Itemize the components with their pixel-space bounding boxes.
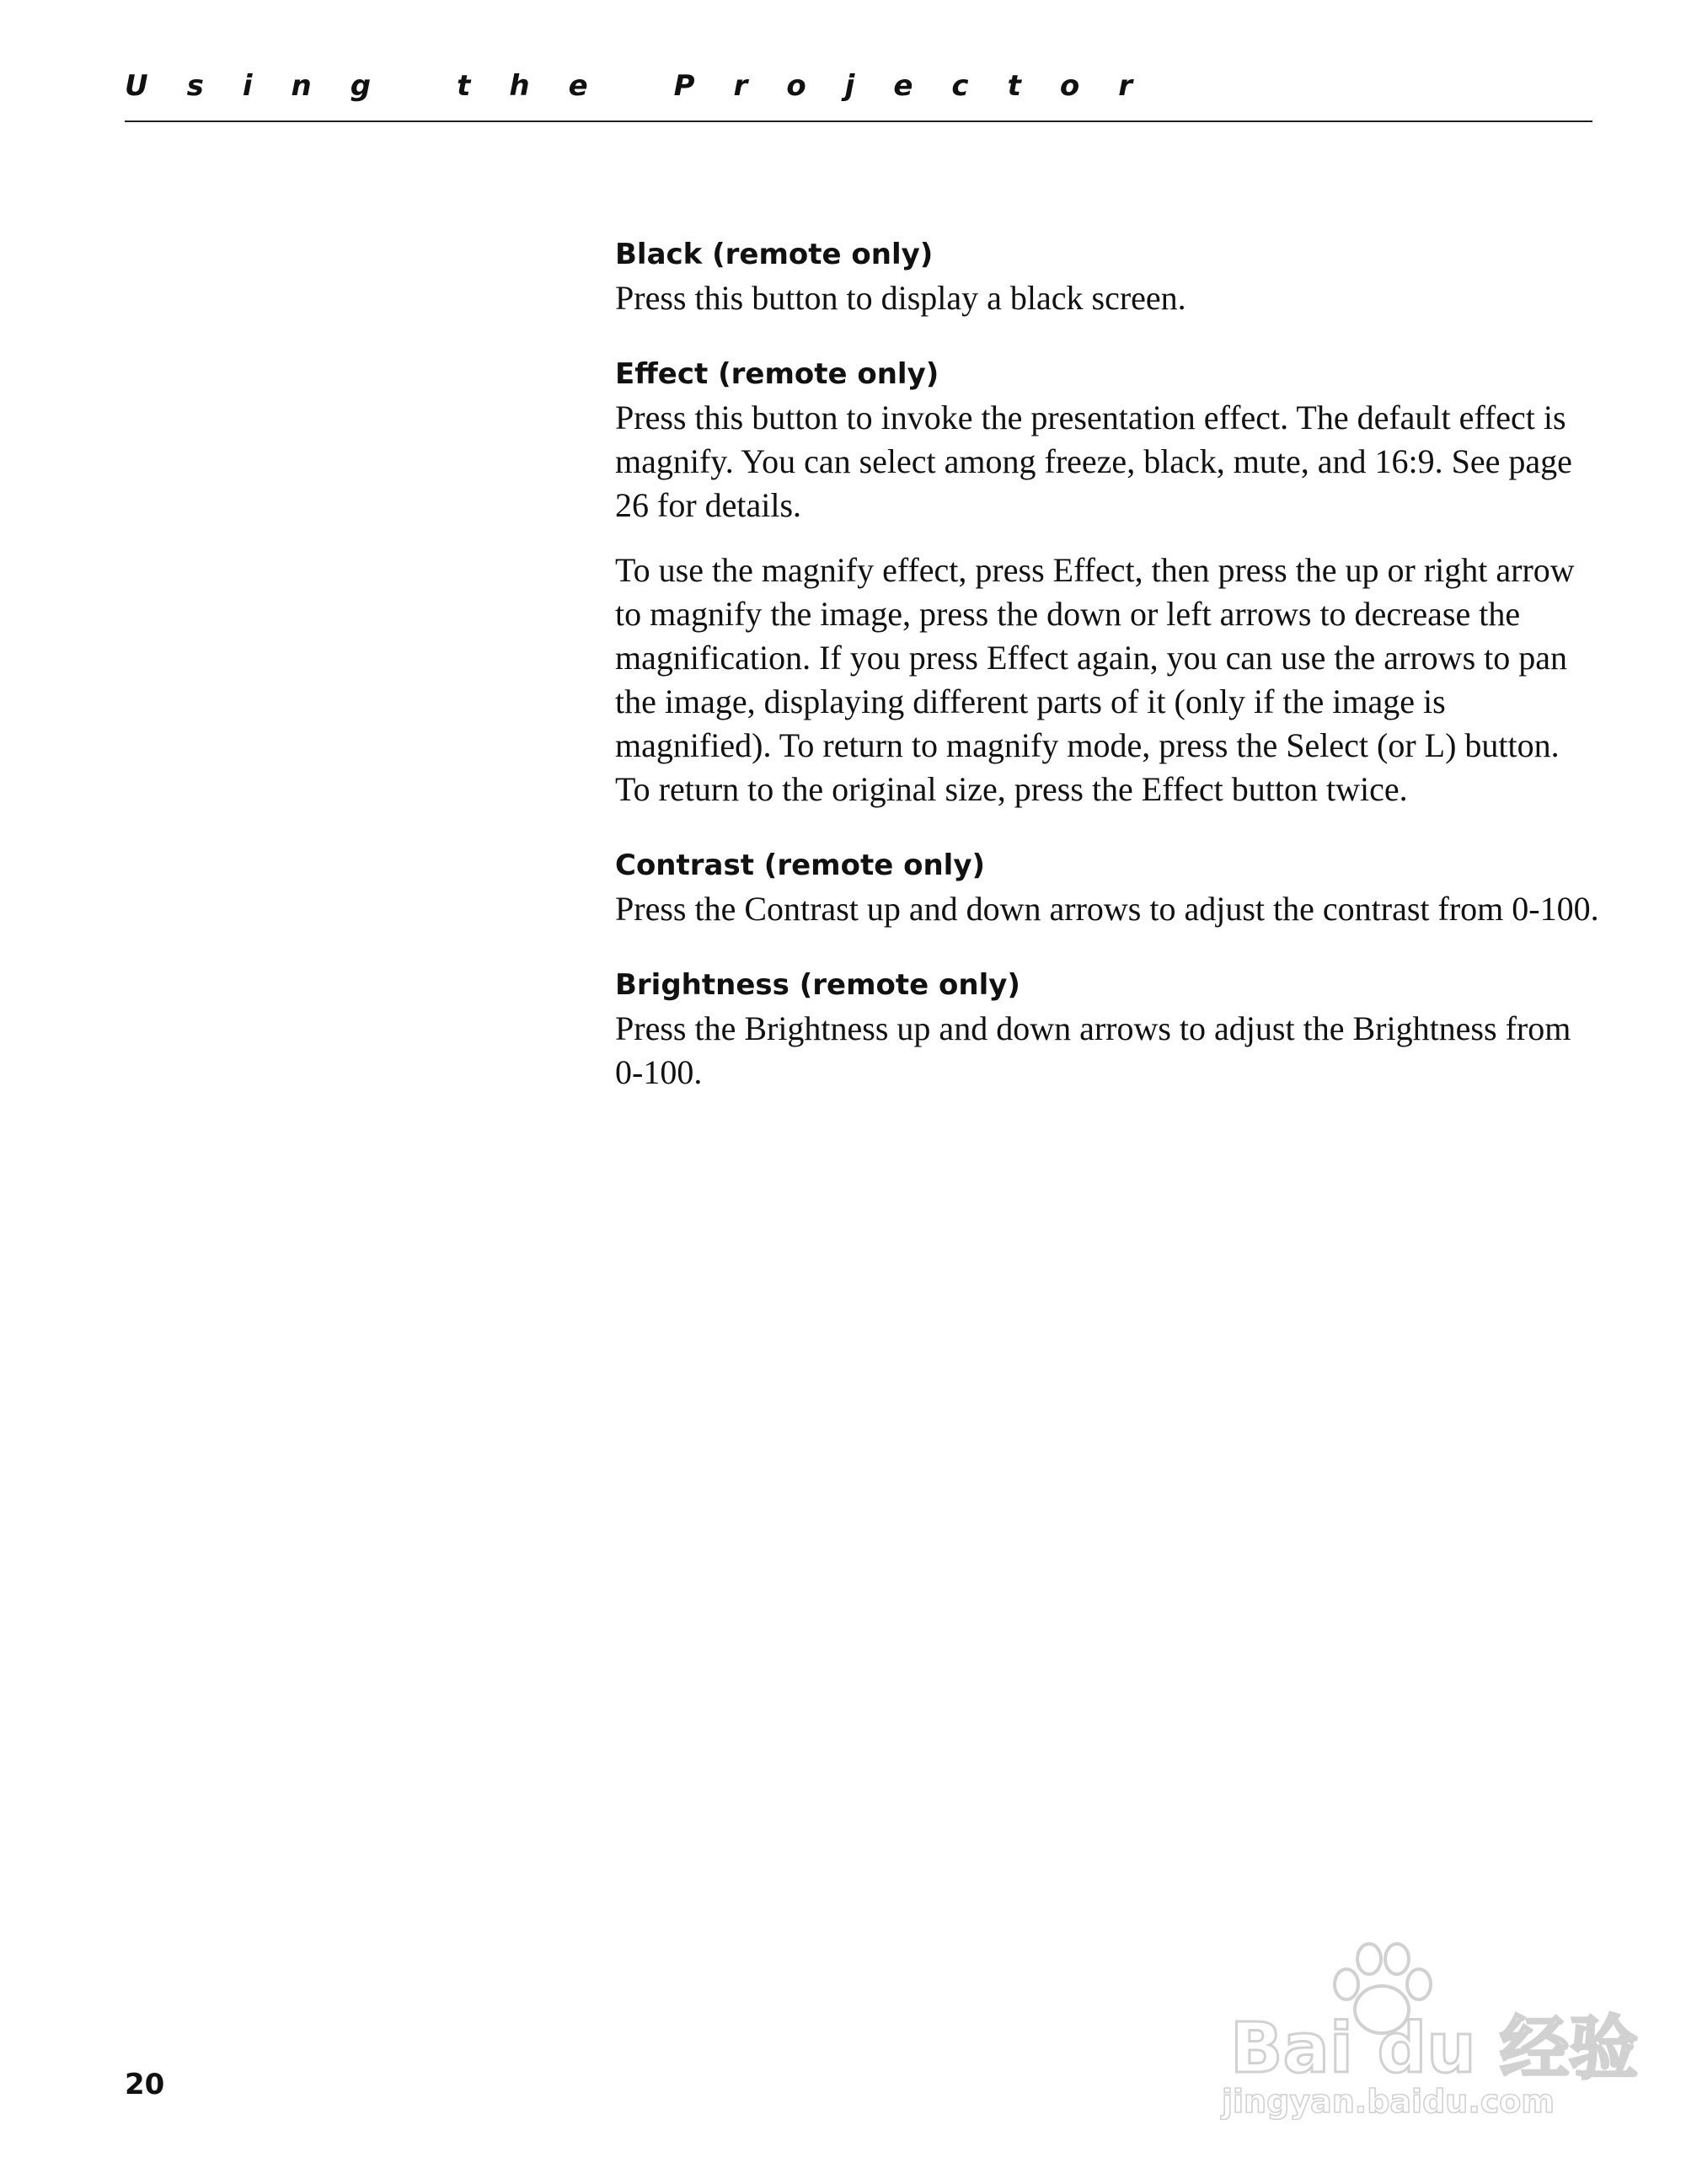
body-paragraph: To use the magnify effect, press Effect, then press the up or right arrow to magnify the image, press the down or left arrows to decrease the magnification. If you press Effect again, you can use the arrows to pan the image, displaying different parts of it (only if the image is magnified). To return to magnify mode, press the Select (or L) button. To return to the original size, press the Effect button twice. (615, 551, 1575, 808)
header-letter: e (568, 69, 588, 103)
section-title: Brightness (remote only) (615, 968, 1020, 1002)
header-letter: t (457, 69, 471, 103)
body-paragraph: Press the Brightness up and down arrows to adjust the Brightness from 0-100. (615, 1009, 1571, 1091)
header-letter: s (186, 69, 204, 103)
body-paragraph: Press this button to invoke the presentation effect. The default effect is magnify. You can select among freeze, black, mute, and 16:9. See page 26 for details. (615, 399, 1572, 524)
header-letter: g (350, 69, 372, 103)
watermark-url: jingyan.baidu.com (1222, 2083, 1555, 2120)
watermark-brand: Bai du 经验 (1230, 2009, 1639, 2089)
section-effect (615, 356, 1601, 811)
header-letter: h (509, 69, 530, 103)
baidu-jingyan-watermark (1213, 1938, 1639, 2140)
page-number: 20 (125, 2068, 165, 2101)
section-contrast (615, 847, 1601, 931)
section-title: Contrast (remote only) (615, 848, 986, 882)
main-content (615, 236, 1601, 1130)
header-letter: t (1007, 69, 1021, 103)
header-letter: e (893, 69, 913, 103)
body-paragraph: Press this button to display a black screen. (615, 279, 1186, 317)
header-letter: i (242, 69, 253, 103)
header-letter: o (786, 69, 806, 103)
header-letter: P (673, 69, 695, 103)
header-letter: c (951, 69, 969, 103)
header-letter: n (291, 69, 312, 103)
header-letter: r (1118, 69, 1132, 103)
section-title: Effect (remote only) (615, 357, 939, 391)
running-header (125, 69, 1218, 103)
header-letter: U (125, 69, 148, 103)
header-letter: r (733, 69, 748, 103)
header-divider (125, 120, 1592, 122)
section-brightness (615, 966, 1601, 1095)
header-letter: j (844, 69, 855, 103)
section-title: Black (remote only) (615, 238, 934, 271)
header-word-projector (674, 69, 1171, 103)
header-word-the (457, 69, 627, 103)
header-letter: o (1059, 69, 1080, 103)
body-paragraph: Press the Contrast up and down arrows to adjust the contrast from 0-100. (615, 890, 1599, 928)
header-word-using (125, 69, 409, 103)
section-black (615, 236, 1601, 320)
